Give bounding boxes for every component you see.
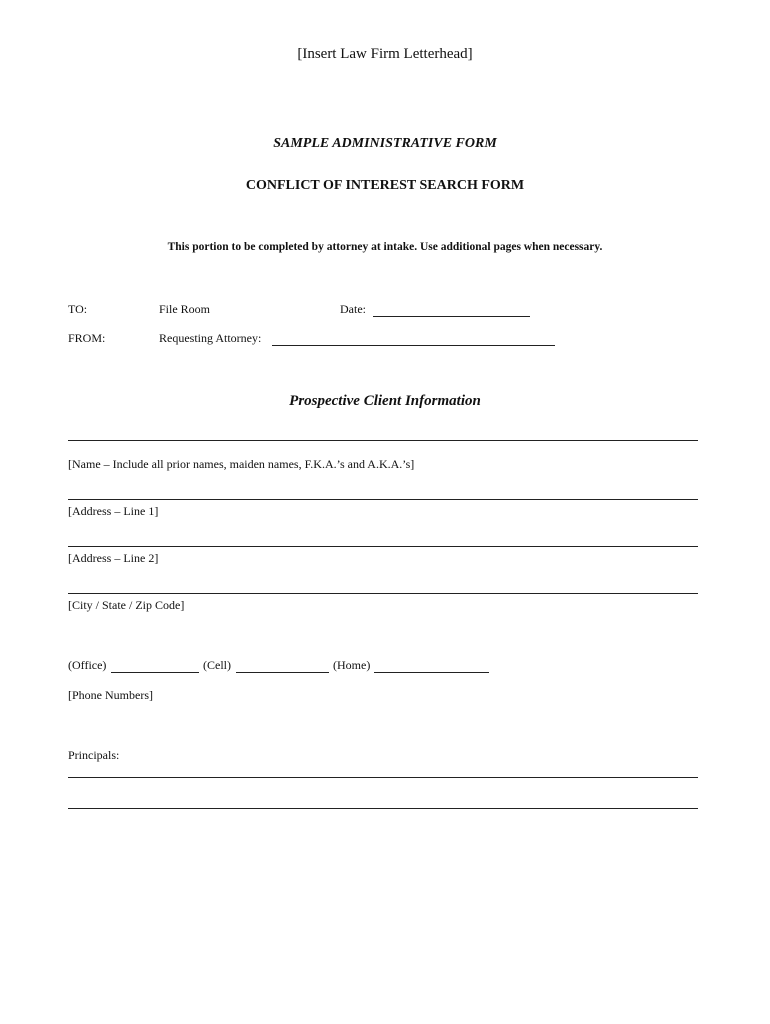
phone-cell-field[interactable]: [236, 660, 329, 678]
requesting-attorney-field[interactable]: [272, 333, 555, 351]
principals-label: Principals:: [68, 748, 120, 762]
address-line-1-caption: [Address – Line 1]: [68, 504, 159, 518]
address-line-1-field[interactable]: [68, 499, 698, 500]
requesting-attorney-label: Requesting Attorney:: [159, 331, 262, 345]
phone-home-field[interactable]: [374, 660, 489, 678]
phone-cell-label: (Cell): [203, 658, 231, 672]
principals-field-2[interactable]: [68, 808, 698, 809]
address-line-2-field[interactable]: [68, 546, 698, 547]
name-field[interactable]: [68, 440, 698, 441]
to-value: File Room: [159, 302, 211, 316]
form-title: SAMPLE ADMINISTRATIVE FORM: [273, 136, 497, 151]
to-label: TO:: [68, 302, 88, 316]
city-state-zip-caption: [City / State / Zip Code]: [68, 598, 185, 612]
form-subtitle: CONFLICT OF INTEREST SEARCH FORM: [245, 178, 525, 193]
letterhead-placeholder: [Insert Law Firm Letterhead]: [297, 46, 473, 62]
date-field[interactable]: [373, 304, 530, 322]
principals-field-1[interactable]: [68, 777, 698, 778]
section-title: Prospective Client Information: [289, 393, 481, 409]
address-line-2-caption: [Address – Line 2]: [68, 551, 159, 565]
date-label: Date:: [340, 302, 366, 316]
city-state-zip-field[interactable]: [68, 593, 698, 594]
name-caption: [Name – Include all prior names, maiden names, F.K.A.’s and A.K.A.’s]: [68, 457, 415, 471]
phone-office-label: (Office): [68, 658, 107, 672]
phone-numbers-caption: [Phone Numbers]: [68, 688, 153, 702]
instructions-text: This portion to be completed by attorney at intake. Use additional pages when necessary.: [167, 241, 603, 253]
phone-office-field[interactable]: [111, 660, 199, 678]
from-label: FROM:: [68, 331, 106, 345]
phone-home-label: (Home): [333, 658, 371, 672]
